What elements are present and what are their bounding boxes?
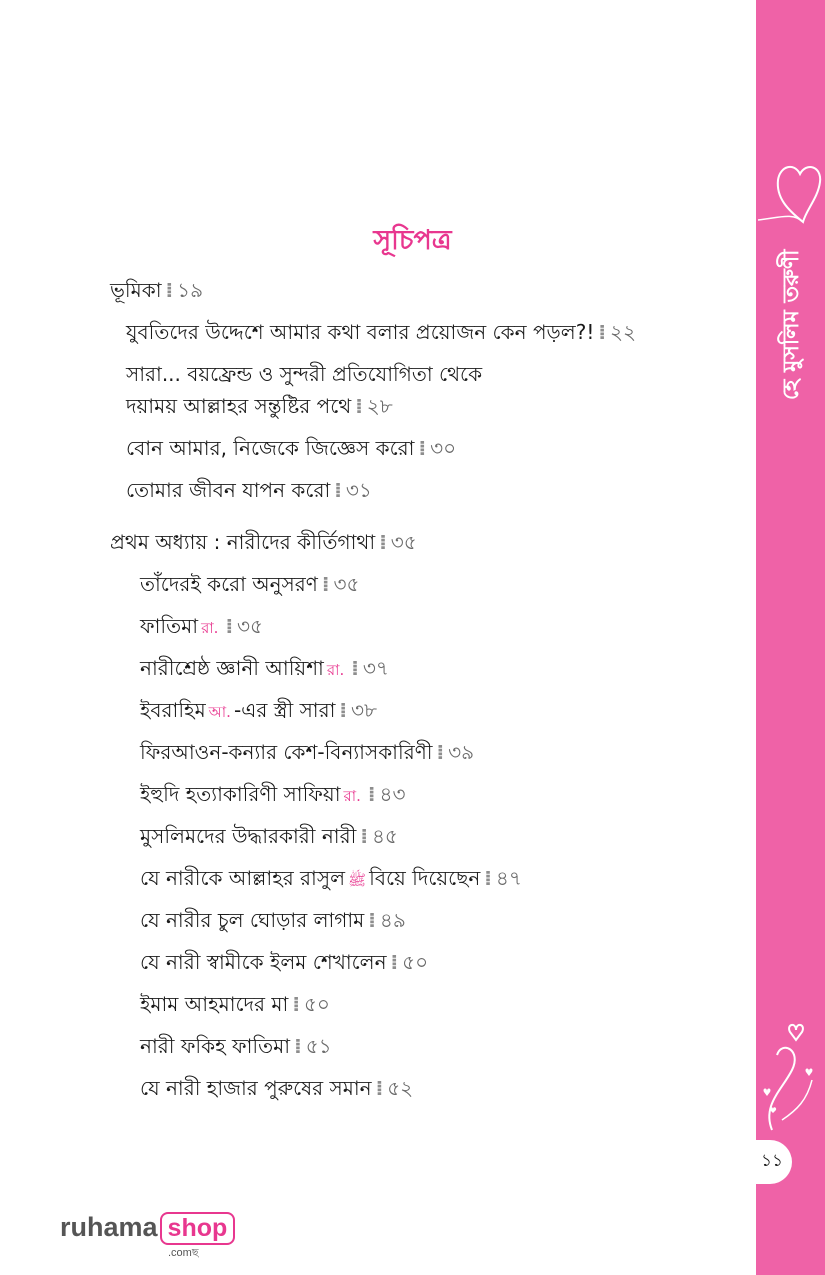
toc-entry: তাঁদেরই করো অনুসরণ ⁞ ৩৫ [140, 572, 360, 596]
toc-entry: বোন আমার, নিজেকে জিজ্ঞেস করো ⁞ ৩০ [126, 436, 457, 460]
toc-entry: দয়াময় আল্লাহর সন্তুষ্টির পথে ⁞ ২৮ [126, 394, 393, 418]
toc-entry: যুবতিদের উদ্দেশে আমার কথা বলার প্রয়োজন কেন পড়ল?! ⁞ ২২ [126, 320, 636, 344]
toc-entry: নারী ফকিহ ফাতিমা ⁞ ৫১ [140, 1034, 332, 1058]
toc-entry: যে নারীর চুল ঘোড়ার লাগাম ⁞ ৪৯ [140, 908, 406, 932]
toc-entry: সারা... বয়ফ্রেন্ড ও সুন্দরী প্রতিযোগিতা থেকে [126, 362, 483, 386]
toc-title: সূচিপত্র [373, 225, 452, 256]
toc-entry: যে নারীকে আল্লাহর রাসুল ﷺ বিয়ে দিয়েছেন ⁞ ৪৭ [140, 866, 522, 890]
honorific-icon: ﷺ [347, 871, 367, 889]
honorific-icon: রা. [326, 661, 345, 679]
toc-entry: ইমাম আহমাদের মা ⁞ ৫০ [140, 992, 330, 1016]
toc-chapter-heading: প্রথম অধ্যায় : নারীদের কীর্তিগাথা ⁞ ৩৫ [110, 530, 417, 554]
toc-entry: যে নারী হাজার পুরুষের সমান ⁞ ৫২ [140, 1076, 414, 1100]
toc-entry: ভূমিকা ⁞ ১৯ [110, 278, 204, 302]
ruhama-shop-logo: ruhama shop [60, 1212, 235, 1245]
heart-outline-icon [748, 150, 825, 230]
honorific-icon: আ. [208, 703, 231, 721]
toc-entry: মুসলিমদের উদ্ধারকারী নারী ⁞ ৪৫ [140, 824, 398, 848]
toc-entry: ফিরআওন-কন্যার কেশ-বিন্যাসকারিণী ⁞ ৩৯ [140, 740, 475, 764]
logo-domain: .comছ [168, 1247, 199, 1259]
toc-entry: ইবরাহিম আ. -এর স্ত্রী সারা ⁞ ৩৮ [140, 698, 377, 722]
book-title-vertical: হে মুসলিম তরুণী [779, 249, 804, 400]
toc-entry: নারীশ্রেষ্ঠ জ্ঞানী আয়িশা রা. ⁞ ৩৭ [140, 656, 389, 680]
page-number: ১১ [752, 1140, 792, 1184]
honorific-icon: রা. [343, 787, 361, 805]
flourish-hearts-icon [752, 1010, 825, 1140]
toc-entry: যে নারী স্বামীকে ইলম শেখালেন ⁞ ৫০ [140, 950, 429, 974]
toc-entry: তোমার জীবন যাপন করো ⁞ ৩১ [126, 478, 372, 502]
honorific-icon: রা. [201, 619, 219, 637]
toc-entry: ফাতিমা রা. ⁞ ৩৫ [140, 614, 264, 638]
toc-entry: ইহুদি হত্যাকারিণী সাফিয়া রা. ⁞ ৪৩ [140, 782, 406, 806]
